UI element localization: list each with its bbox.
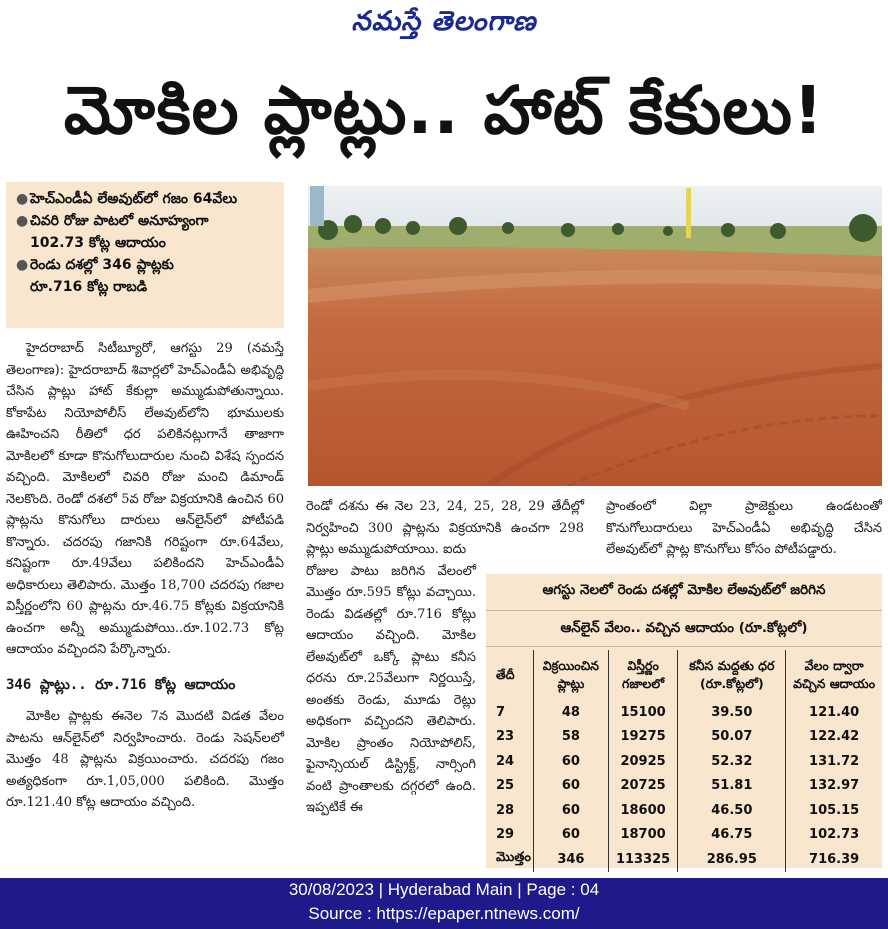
article-paragraph: ప్రాంతంలో విల్లా ప్రాజెక్టులు ఉండటంతో కొనుగోలుదారులు హెచ్‌ఎండీఏ అభివృద్ధి చేసిన లేఅవుట్‌లో ప్లాట్ల కొనుగోలు కోసం పోటీపడ్డారు.	[606, 499, 882, 557]
highlight-item-continued	[16, 276, 278, 298]
table-cell: 286.95	[678, 847, 786, 872]
table-cell: 121.40	[786, 700, 882, 725]
epaper-footer	[0, 878, 888, 929]
table-cell: 18600	[608, 798, 678, 823]
bullet-icon: ●	[16, 191, 29, 207]
table-divider	[486, 610, 882, 611]
table-cell: 15100	[608, 700, 678, 725]
article-paragraph: రెండో దశను ఈ నెల 23, 24, 25, 28, 29 తేదీల్లో నిర్వహించి 300 ప్లాట్లను విక్రయానికి ఉంచగా 298 ప్లాట్లు అమ్ముడుపోయాయి. ఐదు	[306, 499, 584, 557]
table-cell: 60	[533, 798, 608, 823]
table-row	[486, 798, 882, 823]
table-cell: 20725	[608, 774, 678, 799]
table-header-min-price: కనీస మద్దతు ధర (రూ.కోట్లలో)	[678, 650, 786, 700]
table-cell: 58	[533, 725, 608, 750]
footer-source-link[interactable]: Source : https://epaper.ntnews.com/	[308, 904, 580, 923]
table-cell: 60	[533, 749, 608, 774]
table-row	[486, 700, 882, 725]
table-header-date: తేదీ	[496, 667, 515, 682]
table-cell: 46.50	[678, 798, 786, 823]
highlight-text: హెచ్‌ఎండీఏ లేఅవుట్‌లో గజం 64వేలు	[30, 191, 238, 207]
table-cell: 23	[496, 729, 515, 745]
headline: మోకిల ప్లాట్లు.. హాట్ కేకులు!	[63, 72, 825, 149]
land-photo-illustration	[308, 186, 882, 486]
table-cell: 24	[496, 753, 515, 769]
highlight-item-continued	[16, 232, 278, 254]
highlights-box	[6, 182, 284, 328]
table-cell: 102.73	[786, 823, 882, 848]
table-cell: 60	[533, 774, 608, 799]
table-row	[486, 749, 882, 774]
table-cell: 51.81	[678, 774, 786, 799]
highlight-text: రెండు దశల్లో 346 ప్లాట్లకు	[30, 257, 174, 273]
article-paragraph: మోకిల ప్లాట్లకు ఈనెల 7న మొదటి విడత వేలం పాటను ఆన్‌లైన్‌లో నిర్వహించారు. రెండు సెషన్‌లలో మొత్తం 48 ప్లాట్లను విక్రయించారు. చదరపు గజం అత్యధికంగా రూ.1,05,000 పలికింది. మొత్తం రూ.121.40 కోట్ల ఆదాయం వచ్చింది.	[6, 709, 284, 810]
table-cell: 716.39	[786, 847, 882, 872]
highlight-item	[16, 188, 278, 210]
layout-land-photo	[308, 186, 882, 486]
table-cell: 60	[533, 823, 608, 848]
table-header-row	[486, 650, 882, 700]
table-cell: 131.72	[786, 749, 882, 774]
table-cell: 28	[496, 802, 515, 818]
bullet-icon: ●	[16, 213, 29, 229]
article-paragraph: హైదరాబాద్ సిటీబ్యూరో, ఆగస్టు 29 (నమస్తే తెలంగాణ): హైదరాబాద్ శివార్లలో హెచ్‌ఎండీఏ అభివృద్ధి చేసిన ప్లాట్లు హాట్ కేకుల్లా అమ్ముడుపోతున్నాయి. కోకాపేట నియోపోలీస్ లేఅవుట్‌లోని భూములకు ఊహించని రీతిలో ధర పలికినట్లుగానే తాజాగా మోకిలలో కూడా కొనుగోలుదారుల నుంచి విశేష స్పందన వచ్చింది. మోకిలలో చివరి రోజు మంచి డిమాండ్ నెలకొంది. రెండో దశలో 5వ రోజు విక్రయానికి ఉంచిన 60 ప్లాట్లను కొనుగోలు దారులు ఆన్‌లైన్‌లో పోటీపడి కొన్నారు. చదరపు గజానికి గరిష్టంగా రూ.64వేలు, కనిష్టంగా రూ.49వేలు పలికిందని హెచ్‌ఎండీఏ అధికారులు తెలిపారు. మొత్తం 18,700 చదరపు గజాల విస్తీర్ణంలోని 60 ప్లాట్లను రూ.46.75 కోట్లకు విక్రయానికి ఉంచగా అన్నీ అమ్ముడుపోయి..రూ.102.73 కోట్ల ఆదాయం వచ్చిందని పేర్కొన్నారు.	[6, 341, 284, 657]
table-row	[486, 725, 882, 750]
table-cell: 113325	[608, 847, 678, 872]
newspaper-masthead: నమస్తే తెలంగాణ	[351, 6, 537, 37]
table-header-revenue: వేలం ద్వారా వచ్చిన ఆదాయం	[786, 650, 882, 700]
footer-edition-info: 30/08/2023 | Hyderabad Main | Page : 04	[288, 880, 600, 899]
highlight-text: 102.73 కోట్ల ఆదాయం	[30, 235, 166, 251]
auction-table	[486, 650, 882, 872]
table-cell: 346	[533, 847, 608, 872]
table-cell: 7	[496, 704, 506, 720]
table-cell: 105.15	[786, 798, 882, 823]
table-divider	[486, 646, 882, 647]
table-cell: 52.32	[678, 749, 786, 774]
table-title: ఆగస్టు నెలలో రెండు దశల్లో మోకిల లేఅవుట్‌లో జరిగిన	[542, 582, 826, 598]
table-cell: 39.50	[678, 700, 786, 725]
table-cell: 48	[533, 700, 608, 725]
highlight-text: చివరి రోజు పాటలో అనూహ్యంగా	[30, 213, 209, 229]
table-cell: 50.07	[678, 725, 786, 750]
article-column-1	[6, 338, 284, 814]
table-cell: 46.75	[678, 823, 786, 848]
table-row	[486, 774, 882, 799]
bullet-icon: ●	[16, 257, 29, 273]
highlight-text: రూ.716 కోట్ల రాబడి	[30, 279, 148, 295]
table-cell: మొత్తం	[496, 850, 531, 866]
table-cell: 18700	[608, 823, 678, 848]
article-paragraph: రోజుల పాటు జరిగిన వేలంలో మొత్తం రూ.595 కోట్లు వచ్చాయి. రెండు విడతల్లో రూ.716 కోట్లు ఆదాయం వచ్చింది. మోకిల లేఅవుట్‌లో ఒక్కో ప్లాటు కనీస ధరను రూ.25వేలుగా నిర్ణయిస్తే, అంతకు రెండు, మూడు రెట్లు అధికంగా వచ్చిందని తెలిపారు. మోకిల ప్రాంతం నియోపోలిస్, ఫైనాన్సియల్ డిస్ట్రిక్ట్, నార్సింగి వంటి ప్రాంతాలకు దగ్గరలో ఉంది. ఇప్పటికే ఈ	[306, 563, 476, 815]
highlight-item	[16, 210, 278, 232]
table-cell: 122.42	[786, 725, 882, 750]
table-header-plots: విక్రయించిన ప్లాట్లు	[533, 650, 608, 700]
article-subheading: 346 ప్లాట్లు.. రూ.716 కోట్ల ఆదాయం	[6, 676, 236, 693]
table-cell: 29	[496, 827, 515, 843]
table-cell: 132.97	[786, 774, 882, 799]
highlight-item	[16, 254, 278, 276]
table-subtitle: ఆన్‌లైన్ వేలం.. వచ్చిన ఆదాయం (రూ.కోట్లలో)	[560, 620, 808, 636]
article-column-3	[606, 496, 882, 561]
table-row	[486, 823, 882, 848]
table-total-row	[486, 847, 882, 872]
table-header-area: విస్తీర్ణం గజాలలో	[608, 650, 678, 700]
table-cell: 20925	[608, 749, 678, 774]
table-cell: 19275	[608, 725, 678, 750]
table-cell: 25	[496, 778, 515, 794]
